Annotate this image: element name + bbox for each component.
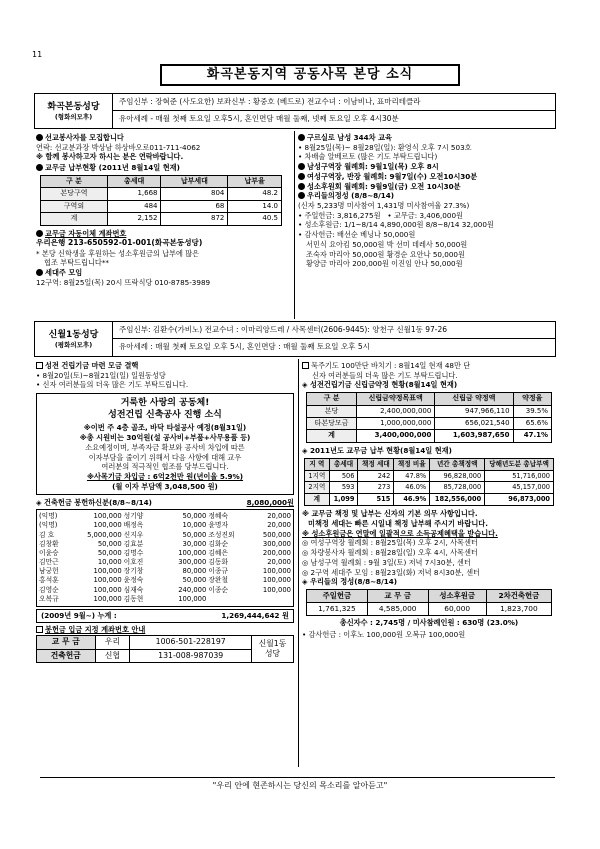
parish2-name-cell [35, 322, 113, 356]
jeong-header: 교 무 금 [367, 589, 428, 602]
donor-amount: 100,000 [93, 576, 122, 585]
donor-name: 김혜은 [208, 548, 229, 557]
acct-no-2: 131-008-987039 [130, 649, 252, 663]
parish2-right [302, 361, 556, 639]
parish2-sacraments: 유아세례 : 매월 첫째 토요일 오후 5시, 혼인면담 : 매월 둘째 토요일 오후 5시 [113, 338, 555, 355]
account-table [36, 635, 294, 663]
donor-amount: 300,000 [262, 539, 291, 548]
auto-transfer-account: 우리은행 213-650592-01-001(화곡본동성당) [36, 238, 203, 248]
donor-amount: 5,000,000 [87, 530, 122, 539]
build-cell: 947,966,110 [435, 405, 513, 417]
dues-cell: 계 [41, 213, 108, 225]
box-line-7: (월 이자 부담액 3,048,500 원) [112, 481, 218, 491]
bullet-icon [36, 134, 43, 141]
donor-name: 장기창 [123, 567, 144, 576]
divider [298, 359, 299, 767]
dues2-cell: 1지역 [305, 470, 330, 482]
dues-cell: 804 [161, 188, 228, 200]
box-line-3: 소요예정이며, 부족자금 확보와 공사비 차입에 따른 [85, 442, 245, 452]
donor-amount: 10,000 [182, 521, 207, 530]
household-meeting: 12구역: 8월25일(목) 20시 뜨락식당 010-8785-3989 [36, 277, 211, 287]
donor-entry [39, 586, 122, 595]
dues-cell: 2,152 [107, 213, 161, 225]
donor-amount: 50,000 [97, 548, 122, 557]
donor-name: (익명) [39, 521, 58, 530]
build-table [306, 392, 552, 443]
donor-amount: 200,000 [262, 548, 291, 557]
dues2-header: 당해년도분 총납부액 [485, 458, 554, 470]
donor-entry [124, 586, 207, 595]
donor-name: 김 호 [39, 530, 55, 539]
construction-news-box [36, 393, 294, 495]
donor-entry [208, 567, 291, 576]
dues2-cell: 1,099 [329, 494, 358, 506]
jeong-value: 60,000 [428, 602, 486, 615]
donor-amount: 20,000 [267, 512, 291, 521]
donor-name: 이윤승 [39, 548, 59, 557]
footer-line [40, 777, 555, 778]
donor-name: 윤정숙 [123, 576, 144, 585]
box-heading-2: 성전건립 신축공사 진행 소식 [108, 410, 222, 421]
dues2-row [305, 482, 554, 494]
dues-cell: 48.2 [228, 188, 282, 200]
donor-entry [208, 576, 291, 585]
donor-amount: 300,000 [178, 558, 207, 567]
donor-entry [39, 595, 122, 604]
build-cell: 1,603,987,650 [435, 430, 513, 442]
box-line-4: 이자부담을 줄이기 위해서 다음 사항에 대해 교우 [88, 452, 242, 462]
bullet-icon [298, 192, 305, 199]
donor-amount: 500,000 [262, 530, 291, 539]
acct-owner: 신월1동 성당 [252, 636, 294, 663]
note-1: ※ 교무금 책정 및 납부는 신자의 기본 의무 사항입니다. [302, 509, 478, 519]
dues-cell: 68 [161, 200, 228, 212]
donor-amount: 20,000 [267, 558, 291, 567]
volunteer-note: ※ 함께 봉사하고자 하시는 분은 연락바랍니다. [36, 152, 184, 162]
parish2-left [36, 361, 294, 663]
thanks-1: • 감사헌금: 배선순 베닝나 50,000원 [298, 230, 416, 240]
box-line-2: ※총 시원비는 30억원(설 공사비+부품+사무용품 등) [79, 433, 251, 443]
donor-amount: 50,000 [182, 530, 207, 539]
meeting-4: ◎ 2구역 세대주 모임 : 8월23일(화) 저녁 8시30분, 센터 [302, 567, 480, 577]
meeting-2: ◎ 차량봉사자 월례회 : 8월28일(일) 오후 4시, 사목센터 [302, 548, 478, 558]
donor-entry [39, 521, 122, 530]
donor-entry [208, 531, 291, 540]
parish2-name: 신월1동성당 [48, 329, 99, 340]
dues-cell: 872 [161, 213, 228, 225]
donor-name: 김명수 [123, 548, 144, 557]
build-title: ◈ 성전건립기금 신립금약정 현황(8월14일 현재) [302, 380, 458, 390]
donor-entry [208, 549, 291, 558]
construction-title: 성전 건립기금 마련 모금 결핵 [36, 361, 294, 371]
jeong-value: 1,823,700 [486, 602, 551, 615]
donor-entry [39, 540, 122, 549]
donor-name: 김동화 [208, 558, 229, 567]
page-number: 11 [32, 50, 43, 59]
donor-name: 김화순 [208, 539, 229, 548]
dues-table [40, 175, 282, 226]
donor-amount: 50,000 [97, 539, 122, 548]
dues-cell: 40.5 [228, 213, 282, 225]
donor-entry [39, 567, 122, 576]
dues-cell: 1,668 [107, 188, 161, 200]
attendance: (신자 5,233명 미사참여 1,431명 미사참여율 27.3%) [298, 201, 470, 211]
dues-header: 납부세대 [161, 175, 228, 187]
dues-row [41, 200, 282, 212]
donor-name: 신지우 [123, 530, 144, 539]
dues2-header: 총세대 [329, 458, 358, 470]
donor-name: 김만근 [39, 558, 59, 567]
jeong-header: 성소후원금 [428, 589, 486, 602]
donor-entry [124, 512, 207, 521]
bullet-icon [36, 164, 43, 171]
donor-amount: 20,000 [267, 521, 291, 530]
construction-prayer: • 신자 여러분들의 더욱 많은 기도 부탁드립니다. [36, 380, 189, 390]
donor-entry [124, 576, 207, 585]
donor-name: 이호진 [123, 558, 144, 567]
household-title: 세대주 모임 [36, 268, 292, 278]
cursillo-name: • 차배술 알베르토 (많은 기도 부탁드립니다) [298, 152, 438, 162]
dues2-cell: 182,556,000 [430, 494, 485, 506]
parish1-left [36, 133, 292, 287]
dues-row [41, 188, 282, 200]
checkbox-icon [36, 362, 43, 369]
donor-amount: 100,000 [93, 512, 122, 521]
donor-name: 김창환 [39, 539, 59, 548]
cumulative-value: 1,269,444,642 원 [221, 610, 289, 620]
female-meeting: 여성구역장, 반장 월례회: 9월7일(수) 오전10시30분 [298, 172, 556, 182]
bullet-icon [298, 173, 305, 180]
parish1-right [298, 133, 556, 269]
build-cell: 본당 [307, 405, 357, 417]
dues-cell: 본당구역 [41, 188, 108, 200]
parish2-clergy: 주임신부: 김환수(가비노) 전교수녀 : 이마리앙드레 / 사목센터(2606-9445): 양천구 신월1동 97-26 [119, 325, 448, 334]
donor-entry [124, 531, 207, 540]
donor-entry [208, 512, 291, 521]
bullet-icon [298, 134, 305, 141]
vocation-note: * 본당 신학생을 후원하는 성소후원금의 납부에 많은 [36, 248, 200, 258]
jeong-value: 1,761,325 [307, 602, 368, 615]
jeong-value: 4,585,000 [367, 602, 428, 615]
parish1-sacraments: 유아세례 - 매월 첫째 토요일 오후5시, 혼인면담 매월 둘째, 넷째 토요일 오후 4시30분 [113, 110, 555, 127]
vocation-meeting: 성소후원회 월례회: 9월9일(금) 오전 10시30분 [298, 182, 556, 192]
volunteer-title: 선교봉사자를 모집합니다 [36, 133, 292, 143]
parish1-sub: (형화의모후) [54, 112, 93, 121]
dues2-table [304, 458, 554, 507]
build-row [307, 430, 552, 442]
dues-title: 교무금 납부현황 (2011년 8월14일 현재) [36, 163, 292, 173]
box-line-1: ※이번 주 4층 골조, 바닥 타설공사 예정(8월31일) [83, 423, 247, 433]
checkbox-icon [302, 362, 309, 369]
bullet-icon [36, 269, 43, 276]
build-cell: 타본당모금 [307, 418, 357, 430]
note-3: ※ 성소후원금은 연말에 일괄적으로 소득공제혜택을 받습니다. [302, 528, 498, 538]
vocation-sum: • 성소후원금: 1/1~8/14 4,890,000원 8/8~8/14 32,000원 [298, 220, 494, 230]
auto-transfer-title: 교무금 자동이체 계좌번호 [36, 229, 292, 239]
donor-list [36, 509, 294, 607]
donor-amount: 30,000 [182, 539, 207, 548]
dues-cell: 구역외 [41, 200, 108, 212]
jeong-title: ◈ 우리들의 정성(8/8~8/14) [302, 577, 398, 587]
donor-amount: 10,000 [97, 558, 122, 567]
dues-header: 총세대 [107, 175, 161, 187]
build-cell: 계 [307, 430, 357, 442]
donor-name: 김동현 [123, 594, 144, 603]
donor-amount: 50,000 [182, 576, 207, 585]
donor-amount: 100,000 [93, 594, 122, 603]
donor-entry [124, 540, 207, 549]
cumulative: (2009년 9월~) 누계 : 1,269,444,642 원 [36, 609, 294, 623]
dues2-cell: 51,716,000 [485, 470, 554, 482]
jeong-table [306, 589, 552, 616]
build-row [307, 405, 552, 417]
dues-row [41, 213, 282, 225]
donor-amount: 100,000 [93, 567, 122, 576]
acct-bank-2: 신협 [95, 649, 130, 663]
fund-title: ◈ 건축헌금 봉헌하신분(8/8~8/14) 8,080,000원 [36, 498, 294, 508]
donor-amount: 100,000 [262, 585, 291, 594]
dues2-cell: 계 [305, 494, 330, 506]
donor-entry [208, 540, 291, 549]
dues2-header: 책정 비율 [394, 458, 430, 470]
parish1-header [34, 93, 556, 129]
cursillo-date: • 8월25일(목)~ 8월28일(일): 환영식 오후 7시 503호 [298, 142, 472, 152]
dues2-title: ◈ 2011년도 교무금 납부 현황(8월14일 현재) [302, 445, 452, 455]
male-meeting: 남성구역장 월례회: 9월1일(목) 오후 8시 [298, 162, 556, 172]
parish2-sub: (평화의모후) [54, 340, 93, 349]
dues2-cell: 46.0% [394, 482, 430, 494]
donor-name: 오복규 [39, 594, 59, 603]
build-cell: 3,400,000,000 [357, 430, 435, 442]
donor-entry [124, 549, 207, 558]
donor-entry [39, 576, 122, 585]
rosary-2: 신자 여러분들의 더욱 많은 기도 부탁드립니다. [312, 370, 458, 380]
dues2-cell: 85,728,000 [430, 482, 485, 494]
build-header: 구 분 [307, 393, 357, 405]
donor-amount: 100,000 [262, 567, 291, 576]
build-cell: 39.5% [513, 405, 551, 417]
build-header: 약정율 [513, 393, 551, 405]
divider [294, 131, 295, 319]
footer-quote: "우리 안에 현존하시는 당신의 목소리를 알아듣고" [212, 781, 388, 790]
donor-entry [39, 558, 122, 567]
donor-amount: 100,000 [178, 548, 207, 557]
donor-name: 윤명자 [208, 521, 229, 530]
checkbox-icon [36, 626, 43, 633]
donor-entry [208, 586, 291, 595]
donor-entry [124, 558, 207, 567]
bullet-icon [298, 163, 305, 170]
account-title: 봉헌금 입금 지정 계좌번호 안내 [36, 625, 294, 635]
donor-amount: 100,000 [178, 594, 207, 603]
donor-amount: 80,000 [182, 567, 207, 576]
acct-type-2: 건축헌금 [37, 649, 96, 663]
vocation-note-2: 협조 부탁드립니다** [44, 258, 110, 268]
jeong-attendance: 총신자수 : 2,745명 / 미사참례인원 : 630명 (23.0%) [339, 617, 519, 627]
dues2-cell: 273 [358, 482, 394, 494]
dues2-header: 년간 총책정액 [430, 458, 485, 470]
parish1-name: 화곡본동성당 [47, 101, 100, 112]
donor-amount: 50,000 [182, 512, 207, 521]
dues2-cell: 45,157,000 [485, 482, 554, 494]
thanks: • 감사헌금 : 이후노 100,000원 오복규 100,000원 [302, 629, 466, 639]
construction-date: • 8월20일(토)~8월21일(일) 일원동성당 [36, 370, 166, 380]
build-cell: 1,000,000,000 [357, 418, 435, 430]
donor-entry [124, 567, 207, 576]
dues2-cell: 515 [358, 494, 394, 506]
donor-name: 배정옥 [123, 521, 144, 530]
dues2-row [305, 470, 554, 482]
jeong-header: 주일헌금 [307, 589, 368, 602]
donor-name: 정혜숙 [208, 512, 229, 521]
donor-amount: 100,000 [93, 521, 122, 530]
meeting-3: ◎ 남성구역 월례회 : 9월 3일(토) 저녁 7시30분, 센터 [302, 557, 471, 567]
acct-no-1: 1006-501-228197 [130, 636, 252, 650]
meeting-1: ◎ 여성구역장 월례회 : 8월25일(목) 오후 2시, 사목센터 [302, 538, 478, 548]
donor-name: 김영순 [39, 585, 59, 594]
dues-cell: 484 [107, 200, 161, 212]
dues2-cell: 46.9% [394, 494, 430, 506]
build-cell: 2,400,000,000 [357, 405, 435, 417]
donor-entry [39, 549, 122, 558]
donor-entry [124, 521, 207, 530]
donor-name: 조성진외 [208, 530, 235, 539]
dues2-cell: 242 [358, 470, 394, 482]
cursillo-title: 구르실로 남성 344차 교육 [298, 133, 556, 143]
acct-type-1: 교 무 금 [37, 636, 96, 650]
donor-name: 이종순 [208, 585, 229, 594]
build-cell: 47.1% [513, 430, 551, 442]
bullet-icon [298, 183, 305, 190]
donor-amount: 100,000 [93, 585, 122, 594]
box-line-5: 여러분의 적극적인 협조를 당부드립니다. [101, 462, 229, 472]
bullet-icon [36, 230, 43, 237]
donor-entry [39, 512, 122, 521]
parish1-clergy: 주임신부 : 장혁준 (사도요한) 보좌신부 : 황중호 (베드로) 전교수녀 : 이남비나, 표마리테클라 [119, 97, 421, 106]
donor-name: 장완철 [208, 576, 229, 585]
jeong-header: 2차건축헌금 [486, 589, 551, 602]
thanks-3: 조숙자 마리아 50,000원 황경순 요안나 50,000원 [306, 249, 465, 259]
thanks-4: 황양금 마리아 200,000원 이진임 안나 50,000원 [306, 259, 463, 269]
box-line-6: ※사목기금 차입금 : 6억2천만 원(년이율 5.9%) [86, 472, 244, 482]
box-heading-1: 거룩한 사랑의 공동체! [120, 398, 210, 409]
dues2-row [305, 494, 554, 506]
build-cell: 65.6% [513, 418, 551, 430]
donor-name: 홍석훈 [39, 576, 59, 585]
dues2-cell: 506 [329, 470, 358, 482]
donor-entry [208, 595, 291, 604]
dues2-cell: 47.8% [394, 470, 430, 482]
dues2-header: 책정 세대 [358, 458, 394, 470]
rosary: 묵주기도 100만단 바치기 : 8월14일 현재 48만 단 [302, 361, 556, 371]
donor-amount: 240,000 [178, 585, 207, 594]
donor-name: (익명) [39, 512, 58, 521]
dues2-cell: 2지역 [305, 482, 330, 494]
dues2-header: 지 역 [305, 458, 330, 470]
build-header: 신립금약정목표액 [357, 393, 435, 405]
page-title: 화곡본동지역 공동사목 본당 소식 [160, 64, 460, 86]
donor-name: 성기양 [123, 512, 144, 521]
donor-name: 남궁헌 [39, 567, 59, 576]
parish1-name-cell [35, 94, 113, 128]
thanks-2: 서민식 요아킴 50,000원 박 선미 데레사 50,000원 [306, 239, 468, 249]
volunteer-contact: 연락: 선교분과장 박상남 하상바오로011-711-4062 [36, 142, 201, 152]
fund-total: 8,080,000원 [246, 498, 294, 508]
parish2-header [34, 321, 556, 357]
dues2-cell: 96,873,000 [485, 494, 554, 506]
dues-cell: 14.0 [228, 200, 282, 212]
donor-name: 심재숙 [123, 585, 144, 594]
note-2: 미책정 세대는 빠른 시일내 책정 납부해 주시기 바랍니다. [308, 518, 488, 528]
dues-header: 납부율 [228, 175, 282, 187]
offering-title: 우리들의정성 (8/8~8/14) [298, 191, 556, 201]
build-header: 신립금 약정액 [435, 393, 513, 405]
build-cell: 656,021,540 [435, 418, 513, 430]
donor-entry [208, 558, 291, 567]
donor-entry [39, 531, 122, 540]
donor-name: 이종규 [208, 567, 229, 576]
dues-header: 구 분 [41, 175, 108, 187]
offering-sums: • 주일헌금: 3,816,275원 • 교무금: 3,406,000원 [298, 210, 463, 220]
donor-entry [208, 521, 291, 530]
acct-bank-1: 우리 [95, 636, 130, 650]
donor-entry [124, 595, 207, 604]
dues2-cell: 593 [329, 482, 358, 494]
dues2-cell: 96,828,000 [430, 470, 485, 482]
donor-name: 김효분 [123, 539, 144, 548]
build-row [307, 418, 552, 430]
donor-amount: 100,000 [262, 576, 291, 585]
